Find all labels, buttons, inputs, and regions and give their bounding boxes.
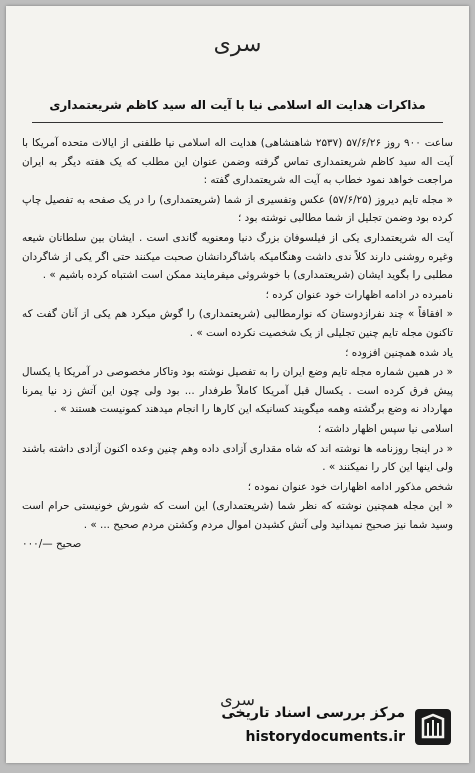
body-paragraph: شخص مذکور ادامه اظهارات خود عنوان نموده ؛ [247,480,453,493]
classification-label-top: سری [213,32,262,57]
body-paragraph: ساعت ۹۰۰ روز ۵۷/۶/۲۶ (۲۵۳۷ شاهنشاهی) هدایت اله اسلامی نیا طلفنی از ایالات متحده آمریکا با آیت اله سید کاظم شریعتمداری تماس گرفته وضمن عنوان این مطلب که یک هفته دیگر به ایران مراجعت خواهد نمود خطاب به آیت اله شریعتمداری گفته : [22,137,453,187]
body-paragraph: « این مجله همچنین نوشته که نظر شما (شریعتمداری) این است که شورش خونیستی حرام است وسید شما نیز صحیح نمیدانید ولی آتش کشیدن اموال مردم وکشتن مردم صحیح ... » . [22,500,453,531]
body-paragraph: « مجله تایم دیروز (۵۷/۶/۲۵) عکس وتفسیری از شما (شریعتمداری) را در یک صفحه به تفصیل چاپ کرده بود وضمن تجلیل از شما مطالبی نوشته بود ؛ [22,193,453,225]
title-underline [32,122,443,123]
body-paragraph: اسلامی نیا سپس اظهار داشته ؛ [317,422,453,435]
body-paragraph: یاد شده همچنین افزوده ؛ [345,346,453,359]
body-paragraph: نامبرده در ادامه اظهارات خود عنوان کرده ؛ [265,288,453,301]
classification-label-bottom: سری [220,690,255,709]
archive-org-name: مرکز بررسی اسناد تاریخی [221,705,405,721]
document-title: مذاکرات هدایت اله اسلامی نیا با آیت اله سید کاظم شریعتمداری [49,98,426,112]
body-paragraph: آیت اله شریعتمداری یکی از فیلسوفان بزرگ دنیا ومعنویه گاندی است . ایشان بین سلطانان شیعه وغیره روشنی دارند کلاً ندی داشت وهنگامیکه باشاگردانشان صحبت میکنند حتی اگر یکی از شاگردان مطلبی را بگوید ایشان (شریعتمداری) با خوشروئی میفرمایند ممکن است اشتباه کرده باشیم » . [22,231,453,282]
body-paragraph: « در همین شماره مجله تایم وضع ایران را به تفصیل نوشته بود وتاکار مخصوصی در آمریکا یا یکسال پیش فرق کرده است . یکسال قبل آمریکا کاملاً طرفدار ... بود ولی چون این آتش زد نیا یمرنا مهارداد نه وضع برگشته وهمه میگویند کسانیکه این کارها را انجام میدهند کمونیست هستند » . [22,366,453,416]
body-paragraph: « در اینجا روزنامه ها نوشته اند که شاه مقداری آزادی داده وهم چنین وعده اکنون آزادی داشته باشند ولی اینها این کار را نمیکنند » . [22,442,453,474]
document-sheet [6,6,469,763]
archive-logo-icon [413,707,453,747]
signoff-line: صحیح —/۰۰۰ [22,538,82,551]
archive-website: historydocuments.ir [245,729,405,745]
archive-watermark [157,701,457,753]
body-paragraph: « افقاقاً » چند نفرازدوستان که نوارمطالبی (شریعتمداری) را گوش میکرد هم یکی از آنان گفت که تاکنون مجله تایم چنین تجلیلی از یک شخصیت نکرده است » . [22,308,453,339]
document-body [22,134,453,555]
